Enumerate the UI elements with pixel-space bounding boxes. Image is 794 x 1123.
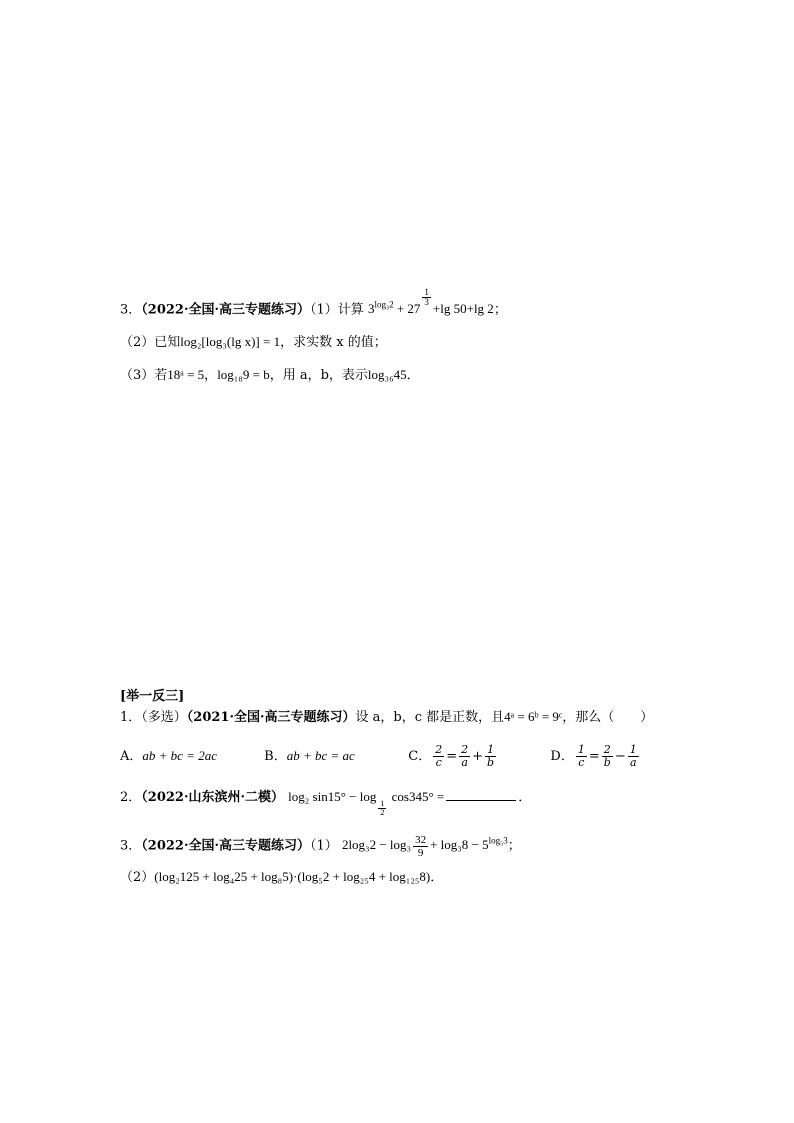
- section-title: [举一反三]: [120, 689, 185, 704]
- p1-source: （2021·全国·高三专题练习）: [186, 710, 356, 725]
- p3-number: 3．: [120, 838, 142, 854]
- p1-text2: ，那么（ ）: [562, 710, 654, 725]
- q3-part2-label: （2）已知: [120, 335, 181, 350]
- p1-number: 1．: [120, 710, 142, 725]
- p3-source: （2022·全国·高三专题练习）: [141, 838, 311, 854]
- q3-part3-end: ．: [406, 368, 420, 383]
- p3-part2-label: （2）: [120, 870, 155, 885]
- p1-option-c[interactable]: C． $\frac{2}{c}$ = $\frac{2}{a}$ + $\frac{1}{b}$: [408, 743, 495, 769]
- p1-options: [120, 744, 641, 769]
- p2-expr: log₂ sin15° − log $\frac{1}{2}$ cos345° =: [288, 789, 445, 817]
- q3-part3-sep: ，: [204, 368, 218, 383]
- p1-option-d[interactable]: D． $\frac{1}{c}$ = $\frac{2}{b}$ − $\frac{1}{a}$: [550, 743, 637, 769]
- p2-number: 2．: [120, 790, 142, 805]
- q3-part3-label: （3）若: [120, 368, 168, 383]
- p3-line1: [120, 832, 521, 859]
- p3-part1-label: （1）: [310, 838, 338, 854]
- q3-expr1-end: ；: [493, 302, 507, 318]
- q3-part2-expr: log₂[log₃(lg x)] = 1: [180, 334, 281, 349]
- p2-end: ．: [518, 790, 532, 805]
- p3-line2: [120, 868, 443, 887]
- q3-part3-expr2: log₁₈9 = b: [217, 367, 270, 382]
- q3-part1-label: （1）计算: [310, 302, 364, 318]
- q3-expr1: $3^{log_32} + 27$ $^{\frac{1}{3}}$ +lg 50+lg 2: [367, 287, 494, 317]
- p3-part2-end: ．: [430, 870, 444, 885]
- p3-expr1-end: ；: [507, 838, 521, 854]
- p1-tag: （多选）: [141, 710, 187, 725]
- p1-expr: 4ᵃ = 6ᵇ = 9ᶜ: [504, 709, 563, 724]
- p1-option-b[interactable]: B．ab + bc = ac: [264, 748, 355, 764]
- p1-text1: 设 a，b，c 都是正数，且: [355, 710, 505, 725]
- p2-source: （2022·山东滨州·二模）: [141, 790, 285, 805]
- q3-line1: [120, 287, 507, 319]
- p2-answer-blank[interactable]: [446, 800, 516, 801]
- q3-line2: [120, 333, 387, 352]
- q3-part3-expr1: 18ᵃ = 5: [167, 367, 205, 382]
- p3-expr1: 2log₃2 − log₃ $\frac{32}{9}$ + $\log_38 - 5^{log_53}$: [341, 833, 508, 859]
- q3-part2-text: ，求实数 x 的值；: [280, 335, 387, 350]
- q3-part3-expr3: log₃₆45: [367, 367, 407, 382]
- q3-source: （2022·全国·高三专题练习）: [141, 302, 311, 318]
- q3-number: 3．: [120, 302, 142, 318]
- p1-line1: [120, 708, 653, 727]
- q3-part3-text: ，用 a，b，表示: [269, 368, 368, 383]
- q3-line3: [120, 366, 420, 385]
- p2-line: [120, 788, 532, 817]
- p1-option-a[interactable]: A．ab + bc = 2ac: [120, 748, 217, 764]
- p3-part2-expr: (log₂125 + log₄25 + log₈5)·(log₅2 + log₂₅4 + log₁₂₅8): [154, 869, 431, 884]
